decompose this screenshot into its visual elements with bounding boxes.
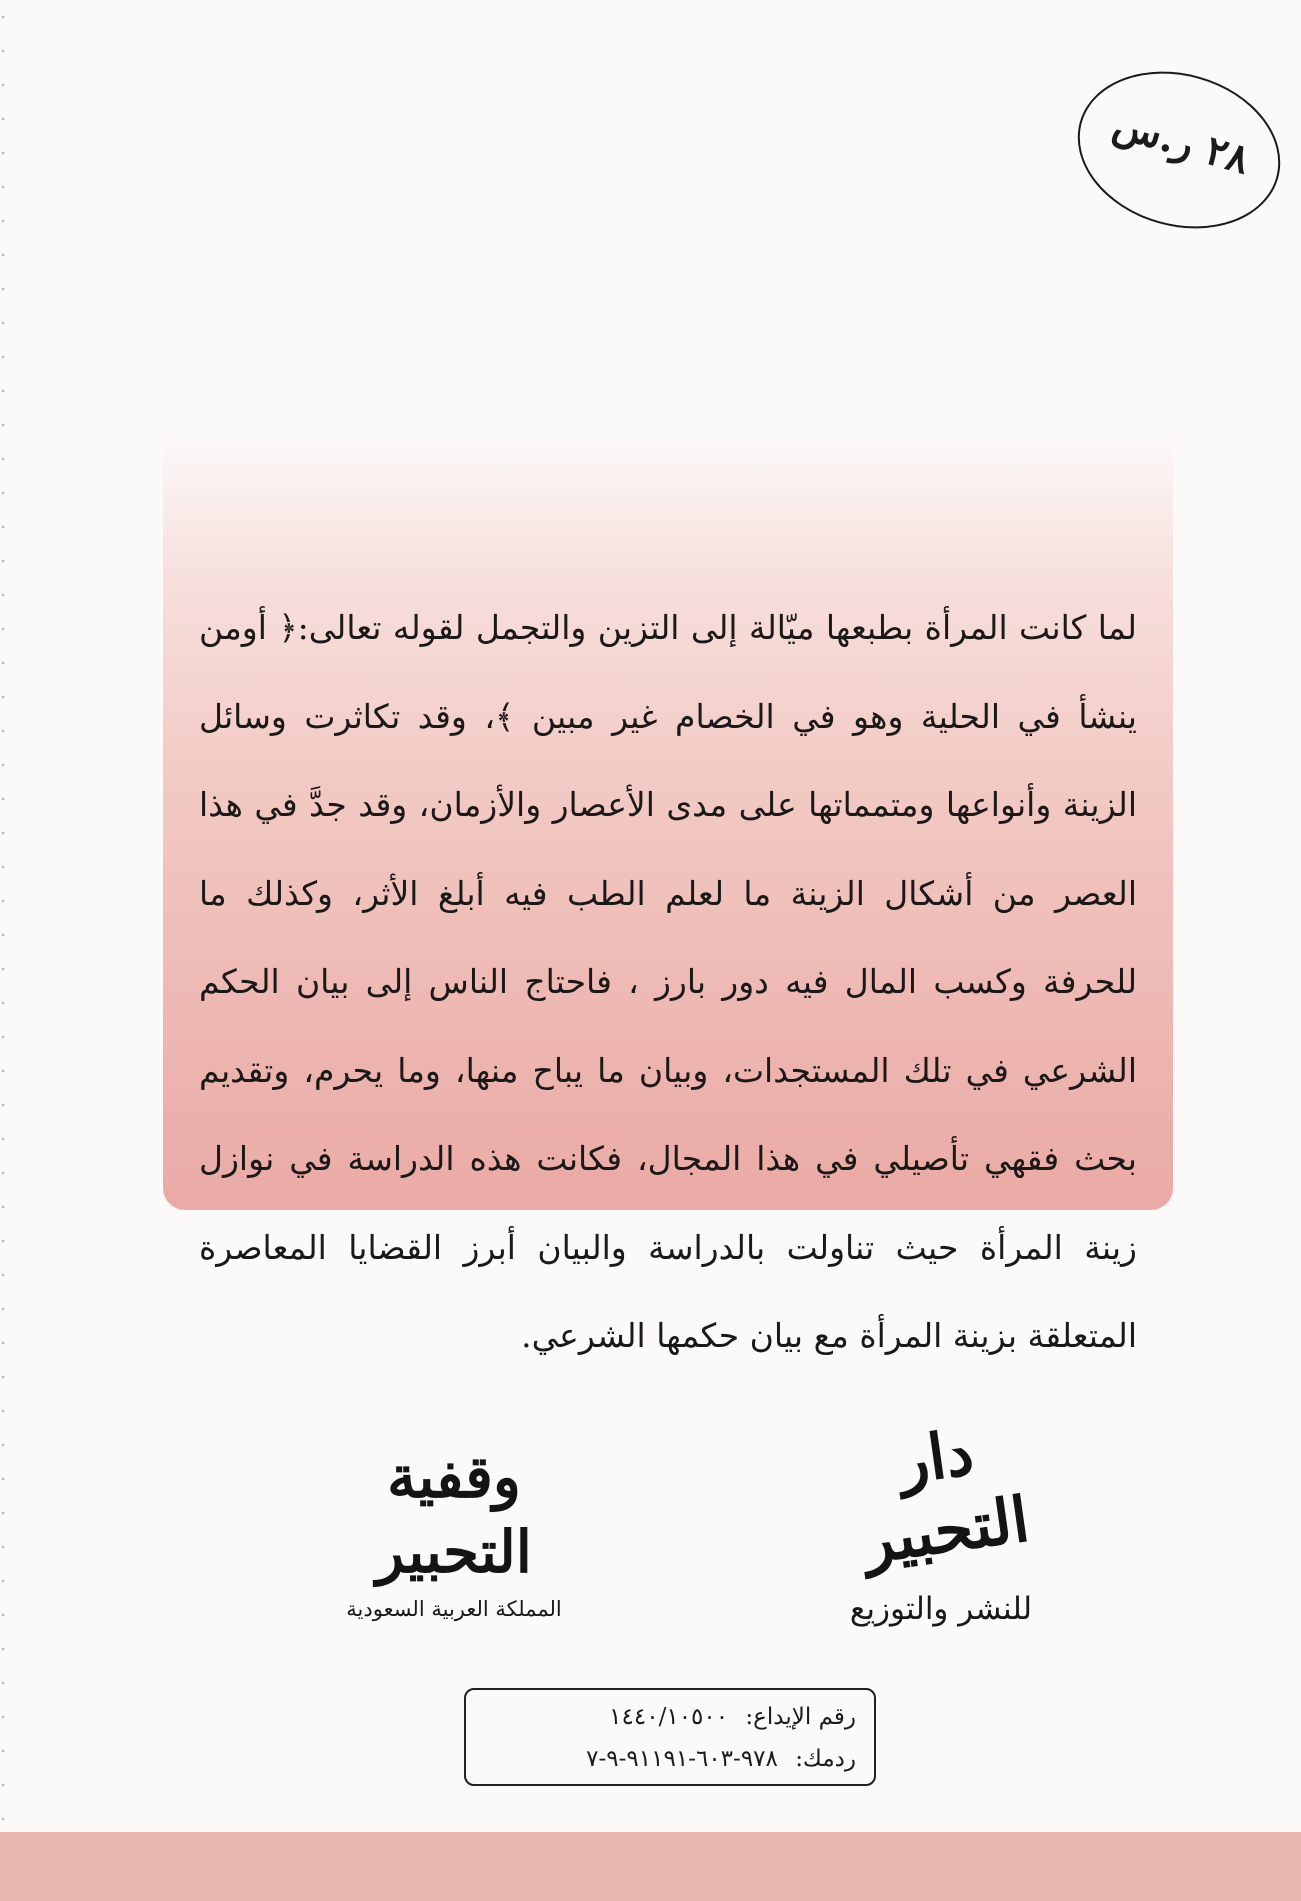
deposit-value: ١٤٤٠/١٠٥٠٠ bbox=[609, 1704, 729, 1730]
isbn-value: ٩٧٨-٦٠٣-٩١١٩١-٩-٧ bbox=[586, 1746, 778, 1772]
publisher-logo bbox=[826, 1380, 1056, 1640]
waqf-subtitle: المملكة العربية السعودية bbox=[346, 1596, 562, 1621]
publisher-name: دار التحبير bbox=[858, 1415, 1034, 1579]
isbn-label: ردمك: bbox=[795, 1746, 856, 1772]
spine-edge bbox=[0, 0, 6, 1901]
deposit-label: رقم الإيداع: bbox=[745, 1704, 856, 1730]
bottom-color-band bbox=[0, 1832, 1301, 1901]
waqf-logo bbox=[306, 1440, 602, 1621]
blurb-box bbox=[163, 440, 1173, 1355]
legal-info-box bbox=[464, 1688, 876, 1786]
publisher-subtitle: للنشر والتوزيع bbox=[849, 1590, 1033, 1627]
isbn-line bbox=[484, 1738, 856, 1780]
deposit-line bbox=[484, 1696, 856, 1738]
blurb-paragraph: لما كانت المرأة بطبعها ميّالة إلى التزين والتجمل لقوله تعالى:﴿ أومن ينشأ في الحلية وهو في الخصام غير مبين ﴾، وقد تكاثرت وسائل الزينة وأنواعها ومتمماتها على مدى الأعصار والأزمان، وقد جدَّ في هذا العصر من أشكال الزينة ما لعلم الطب فيه أبلغ الأثر، وكذلك ما للحرفة وكسب المال فيه دور بارز ، فاحتاج الناس إلى بيان الحكم الشرعي في تلك المستجدات، وبيان ما يباح منها، وما يحرم، وتقديم بحث فقهي تأصيلي في هذا المجال، فكانت هذه الدراسة في نوازل زينة المرأة حيث تناولت بالدراسة والبيان أبرز القضايا المعاصرة المتعلقة بزينة المرأة مع بيان حكمها الشرعي. bbox=[199, 608, 1137, 1355]
price-text: ٢٨ ر.س bbox=[1108, 100, 1255, 184]
price-tag bbox=[1059, 49, 1299, 252]
waqf-name: وقفية التحبير bbox=[376, 1443, 532, 1587]
